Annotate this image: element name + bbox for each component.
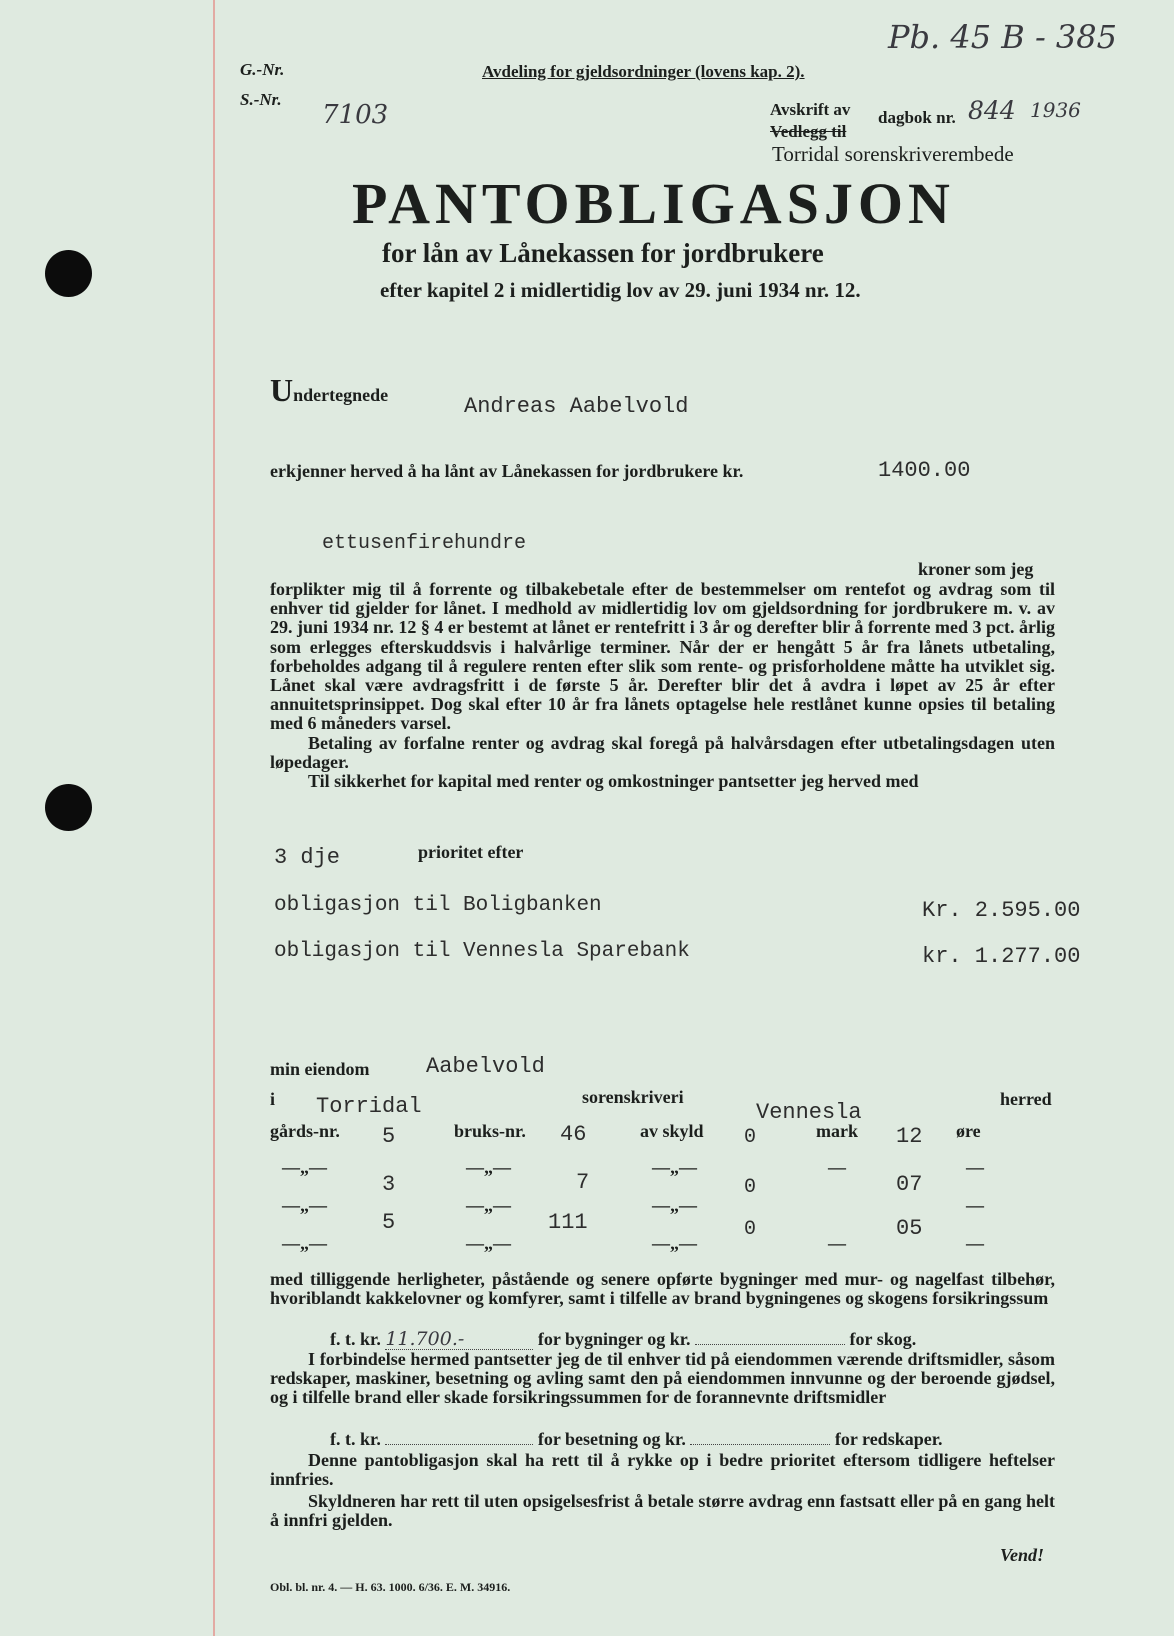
ore-value: 12 — [896, 1124, 923, 1149]
punch-hole-top — [45, 250, 92, 297]
for-redskaper-label: for redskaper. — [834, 1429, 943, 1449]
loan-amount: 1400.00 — [878, 458, 971, 483]
appurtenances-paragraph: med tilliggende herligheter, påstående og senere opførte bygninger med mur- og nagelfast tilbehør, hvoriblandt kakkelovner og komfyrer, samt i tilfelle av brand bygningenes og skogens forsikringssum — [270, 1269, 1055, 1309]
mark-column-label: mark — [816, 1121, 858, 1141]
skyld-value: 0 — [744, 1126, 757, 1149]
bnr-value: 46 — [560, 1122, 587, 1147]
terms-text: forplikter mig til å forrente og tilbakebetale efter de bestemmelser om rentefot og avdrag som til enhver tid gjelder for lånet. I medhold av midlertidig lov om gjeldsordning for jordbrukere m. v. av 29. juni 1934 nr. 12 § 4 er bestemt at lånet er rentefritt i 3 år og derefter blir å forrente med 3 pct. årlig som erlegges efterskuddsvis i halvårlige terminer. Når der er hengått 5 år fra lånets utbetaling, forbeholdes adgang til å regulere renten efter slik som rente- og prisforholdene måtte ha utviklet sig. Lånet skal være avdragsfritt i de første 5 år. Derefter blir det å avdra i løpet av 25 år efter annuitetsprinsippet. Dog skal efter 10 år fra lånets optagelse hele restlånet kunne opsies til betaling med 6 måneders varsel. — [270, 579, 1056, 734]
property-label: min eiendom — [270, 1059, 370, 1079]
ore-value: 05 — [896, 1216, 923, 1241]
ditto-mark: —„— — [652, 1195, 697, 1215]
equipment-paragraph: I forbindelse hermed pantsetter jeg de til enhver tid på eiendommen værende driftsmidler, såsom redskaper, maskiner, besetning og avling samt den på eiendommen innvunne og der beroende gjødsel, og i tilfelle brand eller skade forsikringssummen for de forannevnte driftsmidler — [270, 1349, 1055, 1408]
turn-page-note: Vend! — [1000, 1545, 1045, 1565]
besetning-blank — [385, 1444, 533, 1445]
repayment-clause: Skyldneren har rett til uten opsigelsesfrist å betale større avdrag enn fastsatt eller på en gang helt å innfri gjelden. — [270, 1491, 1055, 1531]
district-name: Torridal — [316, 1094, 422, 1119]
dash-mark: — — [966, 1233, 984, 1253]
ditto-mark: —„— — [652, 1157, 697, 1177]
ditto-mark: —„— — [282, 1233, 327, 1253]
avskrift-label: Avskrift av — [770, 100, 851, 119]
ft-label: f. t. kr. — [330, 1429, 381, 1449]
property-name: Aabelvold — [426, 1054, 545, 1079]
for-forest-label: for skog. — [849, 1329, 917, 1349]
archive-reference: Pb. 45 B - 385 — [888, 18, 1117, 56]
debtor-name: Andreas Aabelvold — [464, 394, 689, 419]
redskaper-blank — [690, 1444, 830, 1445]
bnr-value: 111 — [548, 1210, 588, 1235]
vedlegg-label: Vedlegg til — [770, 122, 847, 141]
ditto-mark: —„— — [652, 1233, 697, 1253]
priority-label: prioritet efter — [418, 842, 524, 862]
equipment-insurance-line — [330, 1430, 943, 1449]
gnr-value: 3 — [382, 1172, 396, 1197]
ft-label: f. t. kr. — [330, 1329, 381, 1349]
prior-obligation-amount: kr. 1.277.00 — [922, 944, 1081, 969]
prior-obligation: obligasjon til Boligbanken — [274, 894, 602, 917]
ore-column-label: øre — [956, 1121, 981, 1141]
bnr-value: 7 — [576, 1170, 590, 1195]
municipality-name: Vennesla — [756, 1100, 862, 1125]
payment-text: Betaling av forfalne renter og avdrag skal foregå på halvårsdagen efter utbetalingsdagen uten løpedager. — [270, 732, 1055, 772]
snr-label: S.-Nr. — [240, 90, 282, 109]
loan-amount-words: ettusenfirehundre — [322, 532, 527, 555]
skyld-column-label: av skyld — [640, 1121, 704, 1141]
punch-hole-bottom — [45, 784, 92, 831]
dagbok-number: 844 — [968, 96, 1016, 125]
priority-clause: Denne pantobligasjon skal ha rett til å rykke op i bedre prioritet eftersom tidligere heftelser innfries. — [270, 1450, 1055, 1490]
skyld-value: 0 — [744, 1218, 757, 1241]
ditto-mark: —„— — [282, 1157, 327, 1177]
dash-mark: — — [828, 1233, 846, 1253]
form-code: Obl. bl. nr. 4. — H. 63. 1000. 6/36. E. M. 34916. — [270, 1580, 511, 1594]
gnr-value: 5 — [382, 1210, 396, 1235]
bnr-column-label: bruks-nr. — [454, 1121, 526, 1141]
kroner-label: kroner som jeg — [918, 559, 1034, 579]
document-title: PANTOBLIGASJON — [352, 171, 955, 236]
dagbok-label: dagbok nr. — [878, 108, 956, 127]
ditto-mark: —„— — [466, 1157, 511, 1177]
margin-line — [213, 0, 215, 1636]
dagbok-year: 1936 — [1030, 98, 1081, 122]
for-besetning-label: for besetning og kr. — [537, 1429, 686, 1449]
skyld-value: 0 — [744, 1176, 757, 1199]
prior-obligation-amount: Kr. 2.595.00 — [922, 898, 1081, 923]
dash-mark: — — [966, 1195, 984, 1215]
mark-value: — — [828, 1157, 846, 1177]
ditto-mark: —„— — [466, 1233, 511, 1253]
dash-mark: — — [966, 1157, 984, 1177]
herred-label: herred — [1000, 1089, 1052, 1109]
ore-value: 07 — [896, 1172, 923, 1197]
prior-obligation: obligasjon til Vennesla Sparebank — [274, 940, 690, 963]
gnr-label: G.-Nr. — [240, 60, 285, 79]
in-label: i — [270, 1089, 276, 1109]
for-buildings-label: for bygninger og kr. — [537, 1329, 691, 1349]
gnr-value: 5 — [382, 1124, 396, 1149]
document-subtitle: for lån av Lånekassen for jordbrukere — [382, 238, 824, 268]
security-text: Til sikkerhet for kapital med renter og omkostninger pantsetter jeg herved med — [308, 771, 919, 792]
insurance-line — [330, 1330, 916, 1350]
department-heading: Avdeling for gjeldsordninger (lovens kap. 2). — [482, 62, 805, 81]
gnr-column-label: gårds-nr. — [270, 1121, 340, 1141]
ditto-mark: —„— — [282, 1195, 327, 1215]
legal-reference: efter kapitel 2 i midlertidig lov av 29. juni 1934 nr. 12. — [380, 278, 861, 302]
insurance-buildings-amount: 11.700.- — [385, 1330, 533, 1350]
terms-paragraph — [270, 580, 1055, 791]
priority-rank: 3 dje — [274, 845, 341, 870]
debtor-label: Undertegnede — [270, 372, 389, 408]
ditto-mark: —„— — [466, 1195, 511, 1215]
snr-value: 7103 — [322, 100, 389, 130]
loan-statement: erkjenner herved å ha lånt av Lånekassen for jordbrukere kr. — [270, 461, 744, 481]
sorenskriveri-label: sorenskriveri — [582, 1087, 684, 1107]
office-stamp: Torridal sorenskriverembede — [772, 142, 1014, 166]
insurance-forest-blank — [695, 1344, 845, 1345]
